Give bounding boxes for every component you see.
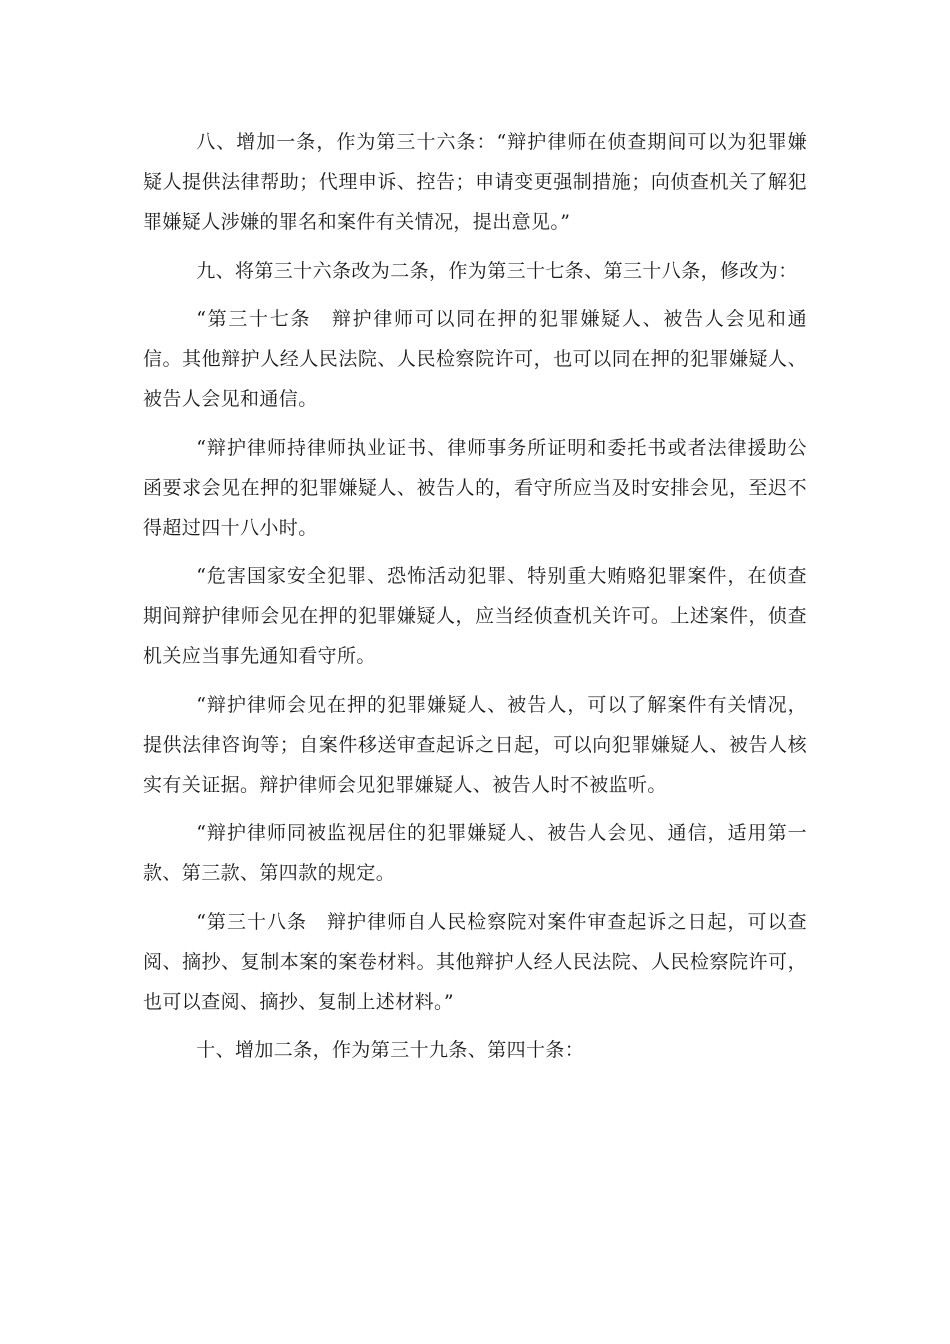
paragraph-article-8: 八、增加一条，作为第三十六条：“辩护律师在侦查期间可以为犯罪嫌疑人提供法律帮助；代理申诉、控告；申请变更强制措施；向侦查机关了解犯罪嫌疑人涉嫌的罪名和案件有关情况，提出意见。” (143, 131, 807, 233)
paragraph-article-10: 十、增加二条，作为第三十九条、第四十条： (196, 1039, 585, 1061)
paragraph-article-37: “第三十七条 辩护律师可以同在押的犯罪嫌疑人、被告人会见和通信。其他辩护人经人民法院、人民检察院许可，也可以同在押的犯罪嫌疑人、被告人会见和通信。 (143, 308, 807, 410)
paragraph-article-38: “第三十八条 辩护律师自人民检察院对案件审查起诉之日起，可以查阅、摘抄、复制本案的案卷材料。其他辩护人经人民法院、人民检察院许可，也可以查阅、摘抄、复制上述材料。” (143, 910, 807, 1013)
paragraph-article-9: 九、将第三十六条改为二条，作为第三十七条、第三十八条，修改为： (196, 259, 798, 282)
paragraph-meeting-scope: “辩护律师会见在押的犯罪嫌疑人、被告人，可以了解案件有关情况，提供法律咨询等；自案件移送审查起诉之日起，可以向犯罪嫌疑人、被告人核实有关证据。辩护律师会见犯罪嫌疑人、被告人时不被监听。 (143, 693, 807, 796)
paragraph-meeting-request: “辩护律师持律师执业证书、律师事务所证明和委托书或者法律援助公函要求会见在押的犯罪嫌疑人、被告人的，看守所应当及时安排会见，至迟不得超过四十八小时。 (143, 436, 807, 539)
document-body (143, 122, 807, 1079)
paragraph-special-cases: “危害国家安全犯罪、恐怖活动犯罪、特别重大贿赂犯罪案件，在侦查期间辩护律师会见在押的犯罪嫌疑人，应当经侦查机关许可。上述案件，侦查机关应当事先通知看守所。 (143, 565, 807, 667)
paragraph-residential-surveillance: “辩护律师同被监视居住的犯罪嫌疑人、被告人会见、通信，适用第一款、第三款、第四款的规定。 (143, 822, 807, 884)
